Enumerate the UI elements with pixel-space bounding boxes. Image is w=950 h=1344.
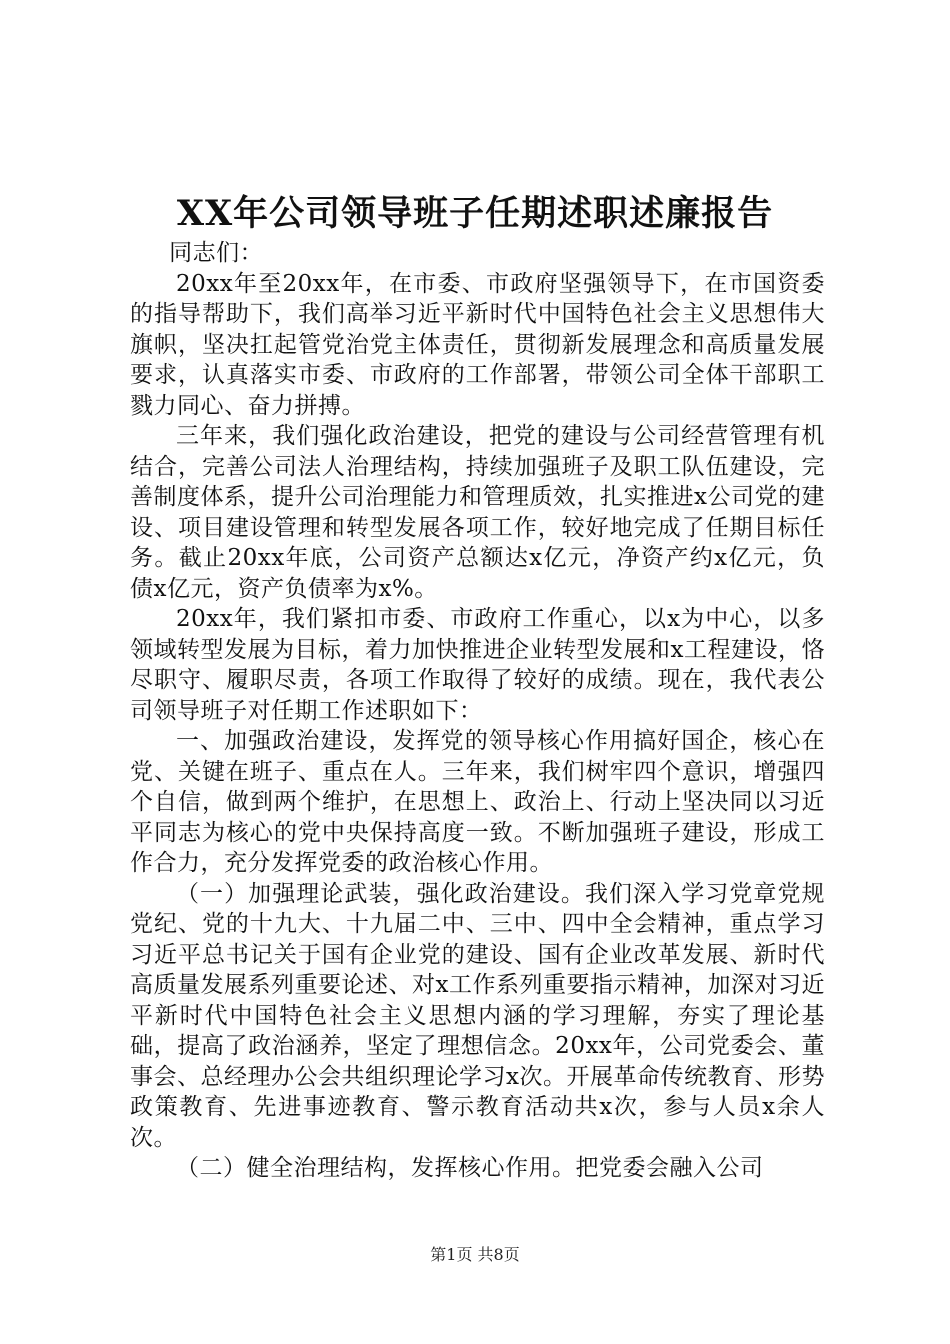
paragraph: 20xx年，我们紧扣市委、市政府工作重心，以x为中心，以多领域转型发展为目标，着力加快推进企业转型发展和x工程建设，恪尽职守、履职尽责，各项工作取得了较好的成绩。现在，我代表公司领导班子对任期工作述职如下： bbox=[130, 606, 825, 724]
page-number-footer: 第1页 共8页 bbox=[430, 1245, 520, 1264]
paragraph: （二）健全治理结构，发挥核心作用。把党委会融入公司 bbox=[176, 1155, 764, 1181]
document-title: XX年公司领导班子任期述职述廉报告 bbox=[176, 193, 774, 234]
paragraph: （一）加强理论武装，强化政治建设。我们深入学习党章党规党纪、党的十九大、十九届二中、三中、四中全会精神，重点学习习近平总书记关于国有企业党的建设、国有企业改革发展、新时代高质量发展系列重要论述、对x工作系列重要指示精神，加深对习近平新时代中国特色社会主义思想内涵的学习理解，夯实了理论基础，提高了政治涵养，坚定了理想信念。20xx年，公司党委会、董事会、总经理办公会共组织理论学习x次。开展革命传统教育、形势政策教育、先进事迹教育、警示教育活动共x次，参与人员x余人次。 bbox=[130, 880, 825, 1151]
paragraph: 一、加强政治建设，发挥党的领导核心作用搞好国企，核心在党、关键在班子、重点在人。三年来，我们树牢四个意识，增强四个自信，做到两个维护，在思想上、政治上、行动上坚决同以习近平同志为核心的党中央保持高度一致。不断加强班子建设，形成工作合力，充分发挥党委的政治核心作用。 bbox=[130, 728, 825, 876]
paragraph: 20xx年至20xx年，在市委、市政府坚强领导下，在市国资委的指导帮助下，我们高举习近平新时代中国特色社会主义思想伟大旗帜，坚决扛起管党治党主体责任，贯彻新发展理念和高质量发展要求，认真落实市委、市政府的工作部署，带领公司全体干部职工戮力同心、奋力拼搏。 bbox=[130, 270, 825, 419]
paragraph: 三年来，我们强化政治建设，把党的建设与公司经营管理有机结合，完善公司法人治理结构，持续加强班子及职工队伍建设，完善制度体系，提升公司治理能力和管理质效，扎实推进x公司党的建设、项目建设管理和转型发展各项工作，较好地完成了任期目标任务。截止20xx年底，公司资产总额达x亿元，净资产约x亿元，负债x亿元，资产负债率为x%。 bbox=[130, 423, 825, 602]
salutation: 同志们： bbox=[169, 240, 264, 266]
document-body bbox=[130, 238, 825, 1184]
